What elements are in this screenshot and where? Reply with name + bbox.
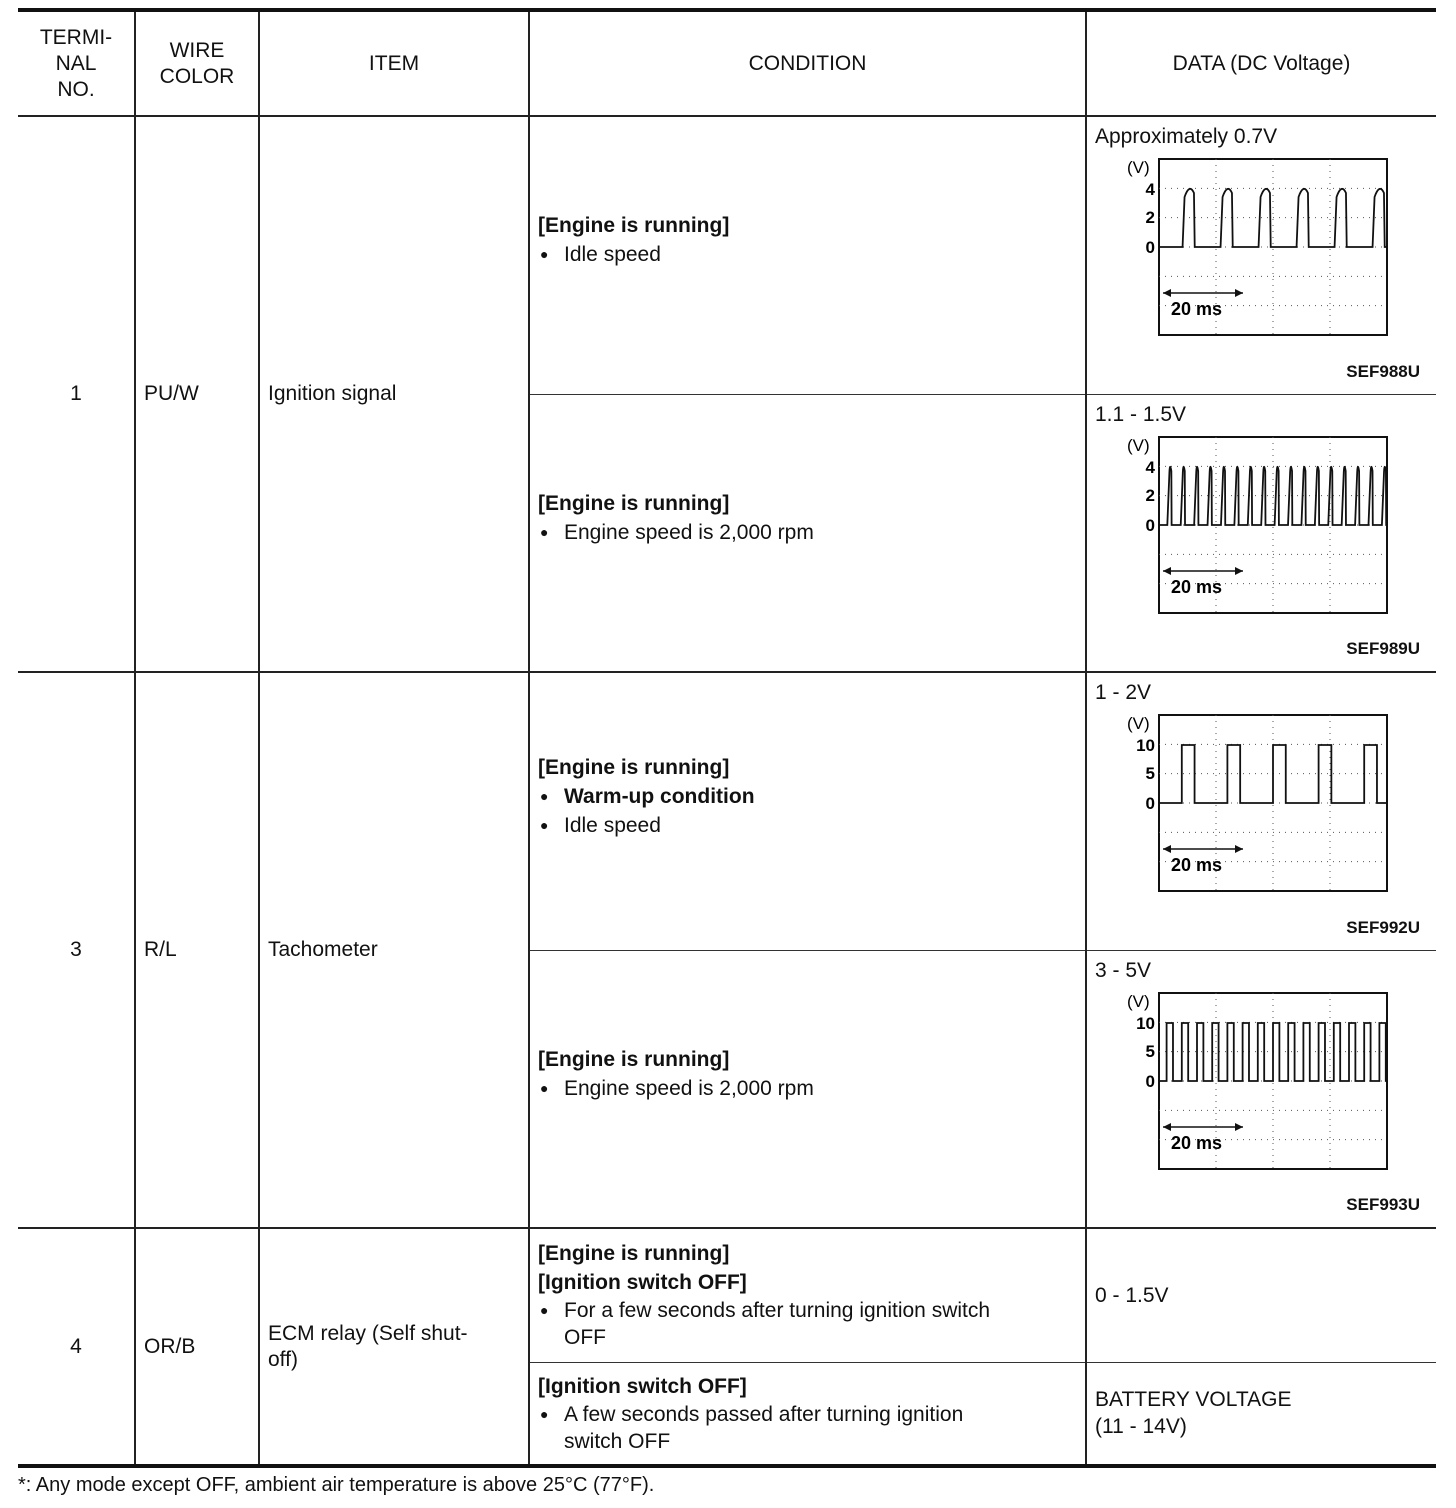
condition-heading: [Engine is running] [538,755,730,779]
condition-bullet: ● Engine speed is 2,000 rpm [538,1074,1077,1103]
time-scale-label: 20 ms [1171,299,1223,319]
data-value: 1.1 - 1.5V [1095,402,1187,426]
terminal-no: 4 [18,1228,135,1466]
scope-unit-label: (V) [1127,435,1150,455]
data-cell [1086,116,1436,394]
condition-bullet: ● A few seconds passed after turning ignition switch OFF [538,1401,1077,1455]
data-value: 0 - 1.5V [1095,1283,1169,1307]
oscilloscope-waveform [1095,987,1415,1177]
header-wire-color: WIRE COLOR [135,10,259,116]
time-marker-arrow-left [1163,1123,1171,1131]
time-scale-label: 20 ms [1171,1132,1223,1153]
scope-y-tick-label: 0 [1145,238,1155,257]
wire-color: PU/W [135,116,259,672]
condition-heading: [Engine is running] [538,491,730,515]
data-value: Approximately 0.7V [1095,125,1278,148]
oscilloscope-waveform [1095,153,1415,343]
scope-y-tick-label: 10 [1136,1013,1155,1033]
table-row [18,1228,1436,1362]
time-marker-arrow-right [1235,1123,1243,1131]
header-row [18,10,1436,116]
condition-bullet: ● Engine speed is 2,000 rpm [538,518,1077,547]
table-row [18,116,1436,394]
condition-heading: [Engine is running] [538,1242,730,1266]
data-value: BATTERY VOLTAGE (11 - 14V) [1095,1388,1292,1439]
item-name: Tachometer [259,672,529,1228]
condition-cell [529,116,1086,394]
time-marker-arrow-left [1163,845,1171,853]
condition-cell [529,950,1086,1228]
scope-y-tick-label: 4 [1145,180,1155,199]
time-scale-label: 20 ms [1171,855,1223,875]
condition-bullet: ● Idle speed [538,811,1077,840]
oscilloscope-waveform [1095,431,1415,621]
terminal-no: 3 [18,672,135,1228]
condition-cell [529,394,1086,672]
scope-y-tick-label: 10 [1136,736,1155,755]
table-row [18,672,1436,950]
header-condition: CONDITION [529,10,1086,116]
data-cell [1086,672,1436,950]
condition-cell [529,672,1086,950]
terminal-data-table [18,8,1436,1468]
figure-code: SEF993U [1346,1195,1420,1214]
footnote: *: Any mode except OFF, ambient air temperature is above 25°C (77°F). [18,1474,655,1496]
header-terminal-no: TERMI- NAL NO. [18,10,135,116]
header-item: ITEM [259,10,529,116]
header-data: DATA (DC Voltage) [1086,10,1436,116]
condition-heading: [Ignition switch OFF] [538,1374,747,1398]
condition-heading: [Ignition switch OFF] [538,1271,747,1295]
scope-unit-label: (V) [1127,158,1150,177]
oscilloscope-waveform [1095,709,1415,899]
condition-cell [529,1362,1086,1466]
terminal-no: 1 [18,116,135,672]
data-cell [1086,950,1436,1228]
wire-color: R/L [135,672,259,1228]
time-marker-arrow-right [1235,845,1243,853]
condition-bullet: ● For a few seconds after turning ignition switch OFF [538,1297,1077,1351]
figure-code: SEF992U [1346,917,1420,937]
item-name: ECM relay (Self shut- off) [259,1228,529,1466]
scope-y-tick-label: 5 [1145,1041,1155,1061]
time-marker-arrow-right [1235,567,1243,575]
condition-heading: [Engine is running] [538,1047,730,1071]
scope-y-tick-label: 2 [1145,208,1155,227]
scope-trace [1159,745,1387,803]
scope-unit-label: (V) [1127,714,1150,733]
scope-y-tick-label: 2 [1145,485,1155,505]
figure-code: SEF989U [1346,639,1420,658]
condition-bullet: ● Warm-up condition [538,782,1077,811]
scope-y-tick-label: 0 [1145,1071,1155,1091]
condition-heading: [Engine is running] [538,214,730,238]
time-marker-arrow-right [1235,289,1243,297]
time-scale-label: 20 ms [1171,576,1223,597]
condition-cell [529,1228,1086,1362]
time-marker-arrow-left [1163,289,1171,297]
condition-bullet: ● Idle speed [538,240,1077,269]
item-name: Ignition signal [259,116,529,672]
data-value: 1 - 2V [1095,681,1152,704]
data-cell [1086,394,1436,672]
figure-code: SEF988U [1346,361,1420,381]
scope-y-tick-label: 0 [1145,515,1155,535]
data-value: 3 - 5V [1095,958,1152,982]
scope-y-tick-label: 0 [1145,794,1155,813]
scope-trace [1159,1023,1387,1081]
data-cell [1086,1228,1436,1362]
scope-y-tick-label: 5 [1145,764,1155,783]
time-marker-arrow-left [1163,567,1171,575]
wire-color: OR/B [135,1228,259,1466]
scope-unit-label: (V) [1127,991,1150,1011]
scope-y-tick-label: 4 [1145,457,1155,477]
data-cell [1086,1362,1436,1466]
